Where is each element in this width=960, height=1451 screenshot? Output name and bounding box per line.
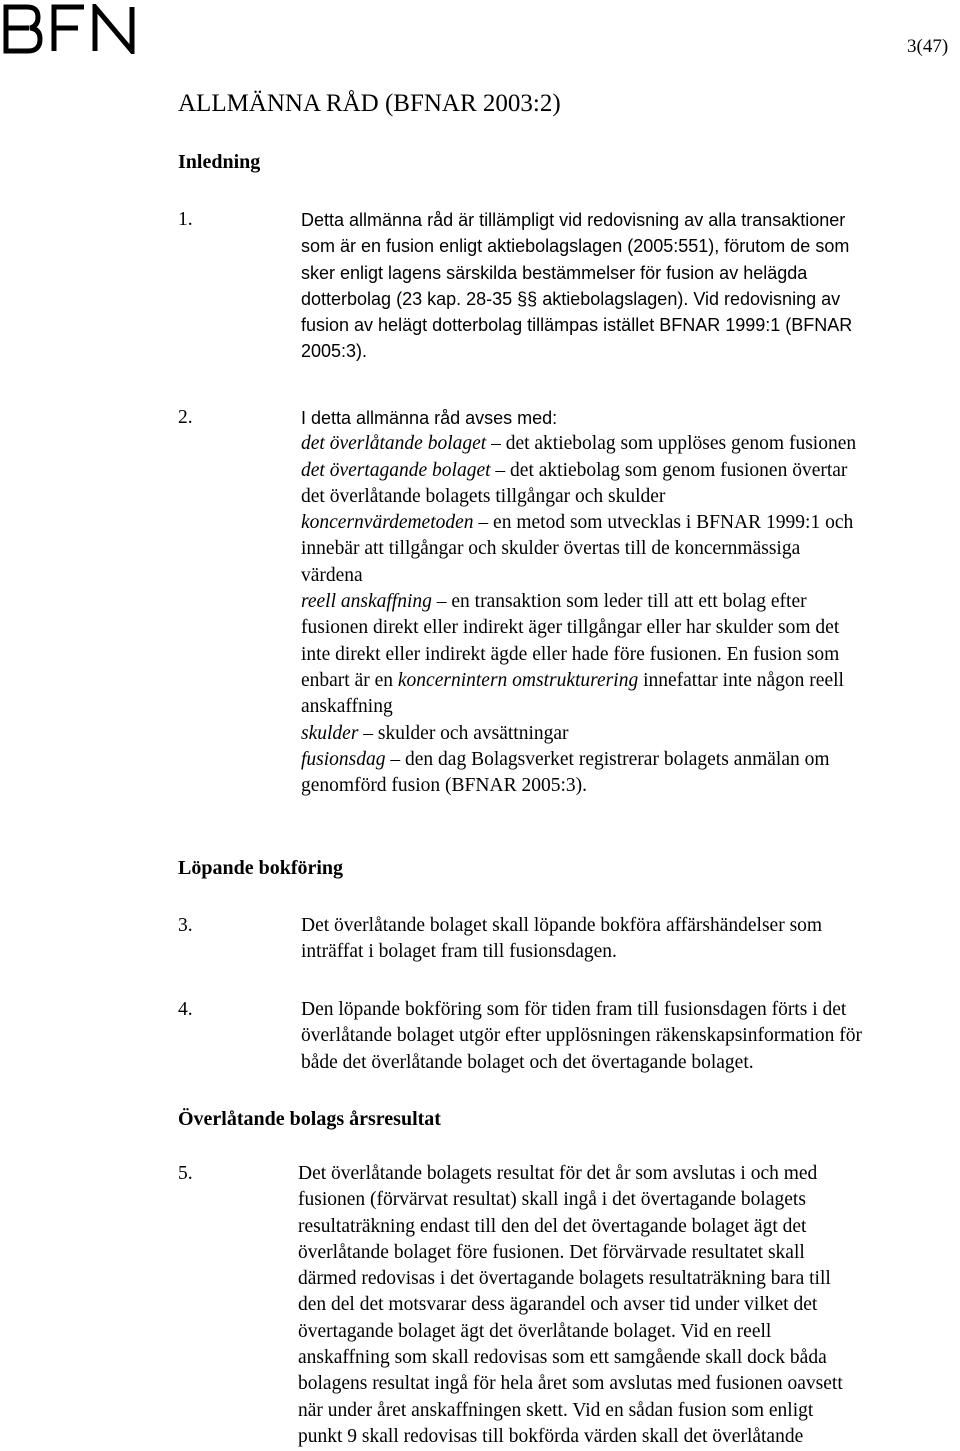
paragraph-5-line: resultaträkning endast till den del det övertagande bolaget ägt det [298, 1215, 807, 1237]
definition-continuation: fusionen direkt eller indirekt äger tillgångar eller har skulder som det [301, 617, 840, 639]
paragraph-5-line: anskaffning som skall redovisas som ett samgående skall dock båda [298, 1347, 827, 1369]
paragraph-1-line: som är en fusion enligt aktiebolagslagen (2005:551), förutom de som [301, 236, 850, 257]
definition-term: fusionsdag [301, 748, 386, 770]
definition-term: reell anskaffning [301, 591, 432, 613]
paragraph-4-line: både det överlåtande bolaget och det övertagande bolaget. [301, 1051, 754, 1073]
paragraph-4 [301, 997, 862, 1076]
paragraph-3-line: Det överlåtande bolaget skall löpande bokföra affärshändelser som [301, 915, 823, 936]
section-heading-inledning: Inledning [178, 151, 261, 173]
paragraph-1-line-part: aktiebolagslagen). [542, 288, 689, 309]
definition-continuation: genomförd fusion (BFNAR 2005:3). [301, 775, 587, 797]
page-number: 3(47) [907, 36, 949, 57]
paragraph-5-line: när under året anskaffningen skett. Vid en sådan fusion som enligt [298, 1399, 814, 1421]
paragraph-1-line-part: Vid redovisning av [693, 288, 841, 309]
definition-koncernvardemetoden [301, 510, 856, 536]
definition-term: koncernvärdemetoden [301, 512, 474, 534]
document-title: ALLMÄNNA RÅD (BFNAR 2003:2) [178, 90, 561, 117]
paragraph-number-4: 4. [178, 999, 193, 1020]
definition-overlatande [301, 431, 856, 457]
paragraph-number-5: 5. [178, 1163, 193, 1184]
paragraph-1-line: fusion av helägt dotterbolag tillämpas istället BFNAR 1999:1 (BFNAR [301, 315, 853, 336]
definition-text: – den dag Bolagsverket registrerar bolagets anmälan om [385, 748, 830, 770]
paragraph-1-line: 2005:3). [301, 341, 368, 362]
definition-term: koncernintern omstrukturering [397, 669, 639, 691]
definition-skulder [301, 721, 856, 747]
paragraph-4-line: Den löpande bokföring som för tiden fram till fusionsdagen förts i det [301, 999, 847, 1020]
paragraph-5-line: övertagande bolaget ägt det överlåtande bolaget. Vid en reell [298, 1320, 772, 1342]
definition-text: – det aktiebolag som genom fusionen övertar [490, 459, 848, 481]
bfn-logo [2, 4, 142, 54]
definition-continuation [301, 668, 856, 694]
paragraph-1 [301, 207, 852, 365]
paragraph-number-2: 2. [178, 407, 193, 428]
definition-continuation: innebär att tillgångar och skulder övertas till de koncernmässiga [301, 538, 801, 560]
paragraph-3-line: inträffat i bolaget fram till fusionsdagen. [301, 941, 617, 963]
paragraph-5-line: punkt 9 skall redovisas till bokförda värden skall det överlåtande [298, 1425, 804, 1447]
paragraph-1-line: Detta allmänna råd är tillämpligt vid redovisning av alla transaktioner [301, 210, 846, 230]
definition-term: det övertagande bolaget [301, 459, 491, 481]
definition-text: – en transaktion som leder till att ett bolag efter [431, 591, 807, 613]
definition-fusionsdag [301, 747, 856, 773]
paragraph-5-line: därmed redovisas i det övertagande bolagets resultaträkning bara till [298, 1268, 831, 1290]
definition-text: – skulder och avsättningar [358, 722, 569, 744]
definition-term: skulder [301, 722, 359, 744]
paragraph-1-line [301, 286, 852, 312]
paragraph-2 [301, 405, 856, 799]
paragraph-5-line: den del det motsvarar dess ägarandel och avser tid under vilket det [298, 1294, 818, 1316]
paragraph-1-line-part: dotterbolag (23 kap. 28-35 [301, 288, 513, 309]
paragraph-1-line: sker enligt lagens särskilda bestämmelser för fusion av helägda [301, 262, 808, 283]
definition-continuation: inte direkt eller indirekt ägde eller hade före fusionen. En fusion som [301, 643, 840, 665]
paragraph-5 [298, 1161, 843, 1450]
paragraph-4-line: överlåtande bolaget utgör efter upplösningen räkenskapsinformation för [301, 1025, 862, 1047]
section-sign: §§ [517, 288, 538, 309]
paragraph-number-3: 3. [178, 915, 193, 936]
definition-text: – en metod som utvecklas i BFNAR 1999:1 och [473, 512, 854, 534]
paragraph-5-line: bolagens resultat ingå för hela året som avslutas med fusionen oavsett [298, 1373, 843, 1395]
paragraph-5-line: fusionen (förvärvat resultat) skall ingå i det övertagande bolagets [298, 1189, 806, 1211]
paragraph-3 [301, 913, 822, 966]
definition-continuation: det överlåtande bolagets tillgångar och skulder [301, 485, 666, 507]
definition-text: – det aktiebolag som upplöses genom fusionen [486, 433, 857, 455]
paragraph-2-intro: I detta allmänna råd avses med: [301, 408, 558, 428]
section-heading-lopande-bokforing: Löpande bokföring [178, 857, 344, 879]
definition-continuation: värdena [301, 564, 363, 586]
definition-continuation: anskaffning [301, 696, 393, 718]
definition-reell-anskaffning [301, 589, 856, 615]
definition-text: innefattar inte någon reell [638, 669, 844, 691]
definition-text: enbart är en [301, 669, 398, 691]
paragraph-number-1: 1. [178, 209, 193, 230]
paragraph-5-line: överlåtande bolaget före fusionen. Det förvärvade resultatet skall [298, 1241, 805, 1263]
paragraph-5-line: Det överlåtande bolagets resultat för det år som avslutas i och med [298, 1163, 818, 1184]
definition-overtagande [301, 458, 856, 484]
section-heading-overlatande-bolags-arsresultat: Överlåtande bolags årsresultat [178, 1108, 441, 1130]
definition-term: det överlåtande bolaget [301, 433, 487, 455]
